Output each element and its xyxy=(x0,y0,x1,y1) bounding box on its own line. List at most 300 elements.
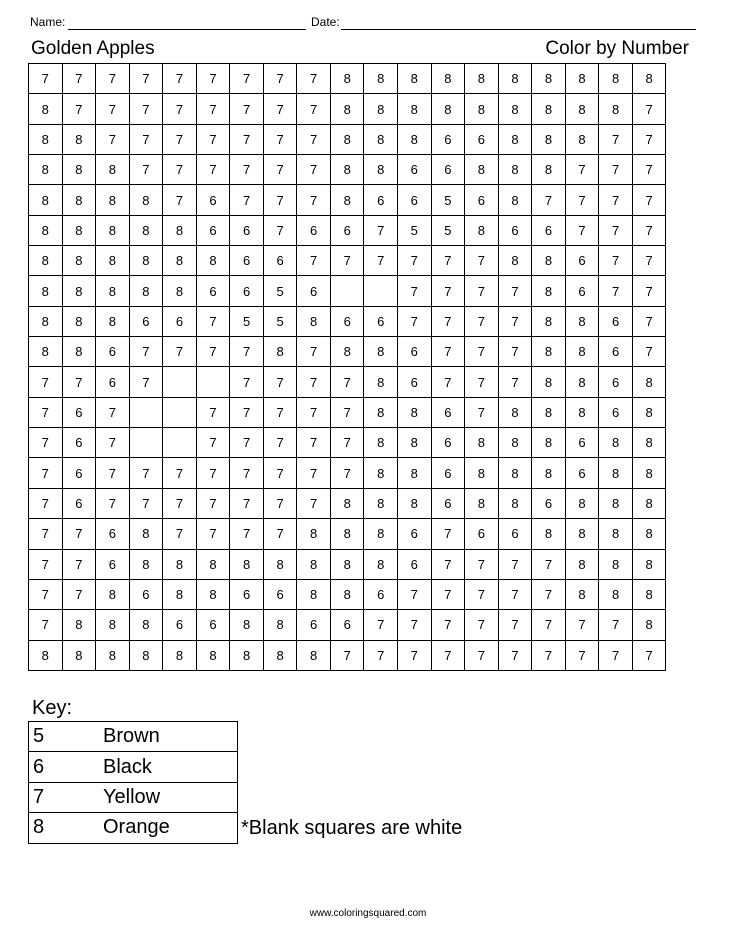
grid-cell: 8 xyxy=(565,64,599,94)
grid-cell xyxy=(163,428,197,458)
grid-cell: 8 xyxy=(532,337,566,367)
grid-cell: 6 xyxy=(398,367,432,397)
grid-cell: 8 xyxy=(398,488,432,518)
grid-cell: 7 xyxy=(297,488,331,518)
grid-cell: 8 xyxy=(263,640,297,670)
key-number: 6 xyxy=(33,755,45,778)
grid-cell: 8 xyxy=(532,155,566,185)
grid-cell: 8 xyxy=(565,579,599,609)
grid-cell: 7 xyxy=(62,94,96,124)
grid-cell: 8 xyxy=(498,94,532,124)
grid-cell: 8 xyxy=(230,610,264,640)
grid-cell: 7 xyxy=(431,519,465,549)
grid-cell: 7 xyxy=(163,185,197,215)
grid-cell: 6 xyxy=(62,488,96,518)
grid-cell: 6 xyxy=(263,246,297,276)
grid-cell: 8 xyxy=(599,64,633,94)
grid-cell: 7 xyxy=(431,276,465,306)
grid-cell: 8 xyxy=(29,185,63,215)
grid-cell: 7 xyxy=(297,397,331,427)
grid-cell: 7 xyxy=(263,488,297,518)
grid-cell: 6 xyxy=(431,124,465,154)
grid-cell: 7 xyxy=(196,64,230,94)
grid-cell: 8 xyxy=(364,155,398,185)
grid-row xyxy=(29,549,666,579)
grid-cell: 8 xyxy=(196,579,230,609)
grid-cell: 7 xyxy=(196,306,230,336)
grid-cell: 8 xyxy=(599,519,633,549)
grid-cell: 8 xyxy=(498,155,532,185)
grid-cell: 8 xyxy=(532,124,566,154)
grid-cell: 7 xyxy=(465,397,499,427)
grid-cell: 8 xyxy=(565,397,599,427)
grid-cell: 7 xyxy=(96,124,130,154)
grid-cell: 8 xyxy=(398,64,432,94)
grid-row xyxy=(29,519,666,549)
grid-cell: 7 xyxy=(263,458,297,488)
grid-cell: 7 xyxy=(398,306,432,336)
grid-cell: 7 xyxy=(532,185,566,215)
grid-row xyxy=(29,276,666,306)
grid-cell: 8 xyxy=(96,185,130,215)
footer-url: www.coloringsquared.com xyxy=(309,908,427,919)
grid-cell: 6 xyxy=(230,215,264,245)
grid-cell: 7 xyxy=(632,337,666,367)
grid-cell: 6 xyxy=(230,276,264,306)
grid-cell: 7 xyxy=(29,64,63,94)
grid-cell: 7 xyxy=(230,64,264,94)
grid-cell: 8 xyxy=(330,579,364,609)
grid-cell: 8 xyxy=(532,276,566,306)
grid-cell: 7 xyxy=(263,428,297,458)
grid-cell: 7 xyxy=(297,124,331,154)
grid-cell: 7 xyxy=(163,337,197,367)
grid-cell: 8 xyxy=(96,610,130,640)
grid-cell: 7 xyxy=(163,488,197,518)
name-date-header xyxy=(28,10,696,32)
grid-cell: 7 xyxy=(263,94,297,124)
grid-cell: 8 xyxy=(532,94,566,124)
grid-cell: 8 xyxy=(632,397,666,427)
grid-cell: 8 xyxy=(565,549,599,579)
grid-cell: 7 xyxy=(96,64,130,94)
key-color: Orange xyxy=(103,816,170,839)
grid-cell: 5 xyxy=(230,306,264,336)
grid-cell: 8 xyxy=(498,185,532,215)
grid-cell: 8 xyxy=(263,549,297,579)
grid-cell: 6 xyxy=(297,610,331,640)
grid-cell: 8 xyxy=(330,64,364,94)
grid-row xyxy=(29,155,666,185)
grid-cell: 7 xyxy=(599,610,633,640)
grid-cell: 8 xyxy=(297,579,331,609)
grid-cell: 7 xyxy=(599,185,633,215)
grid-cell: 6 xyxy=(599,367,633,397)
grid-cell: 8 xyxy=(431,94,465,124)
grid-cell: 8 xyxy=(498,246,532,276)
grid-cell: 8 xyxy=(565,124,599,154)
grid-cell: 7 xyxy=(498,337,532,367)
grid-cell: 7 xyxy=(599,124,633,154)
grid-cell: 7 xyxy=(196,428,230,458)
grid-cell: 7 xyxy=(465,337,499,367)
blank-squares-note: *Blank squares are white xyxy=(241,817,463,839)
grid-row xyxy=(29,124,666,154)
grid-cell: 7 xyxy=(632,124,666,154)
grid-cell: 7 xyxy=(532,579,566,609)
grid-cell: 8 xyxy=(129,215,163,245)
grid-row xyxy=(29,458,666,488)
grid-cell: 8 xyxy=(565,337,599,367)
grid-cell: 8 xyxy=(599,579,633,609)
grid-cell: 6 xyxy=(599,397,633,427)
grid-cell xyxy=(196,367,230,397)
grid-cell: 6 xyxy=(62,428,96,458)
grid-cell: 8 xyxy=(565,488,599,518)
grid-cell: 8 xyxy=(96,215,130,245)
grid-cell: 6 xyxy=(330,610,364,640)
grid-cell: 6 xyxy=(431,397,465,427)
grid-cell: 7 xyxy=(565,185,599,215)
grid-cell: 7 xyxy=(632,640,666,670)
grid-cell: 8 xyxy=(632,579,666,609)
grid-cell: 7 xyxy=(465,579,499,609)
grid-cell: 7 xyxy=(263,215,297,245)
grid-cell: 6 xyxy=(431,488,465,518)
grid-cell: 8 xyxy=(498,124,532,154)
grid-cell: 8 xyxy=(129,519,163,549)
grid-cell: 7 xyxy=(498,276,532,306)
grid-cell: 6 xyxy=(431,428,465,458)
grid-cell: 8 xyxy=(163,549,197,579)
grid-cell: 8 xyxy=(330,94,364,124)
grid-cell: 7 xyxy=(29,579,63,609)
grid-cell: 8 xyxy=(330,337,364,367)
grid-cell: 8 xyxy=(632,428,666,458)
grid-cell: 8 xyxy=(129,610,163,640)
grid-cell: 7 xyxy=(129,124,163,154)
grid-cell: 7 xyxy=(230,94,264,124)
grid-cell: 8 xyxy=(599,428,633,458)
grid-cell: 5 xyxy=(431,215,465,245)
grid-cell: 8 xyxy=(532,458,566,488)
grid-cell: 8 xyxy=(230,640,264,670)
grid-cell: 7 xyxy=(364,640,398,670)
grid-cell: 7 xyxy=(498,579,532,609)
grid-cell: 6 xyxy=(196,215,230,245)
grid-cell: 8 xyxy=(532,246,566,276)
grid-cell: 8 xyxy=(498,397,532,427)
grid-cell: 7 xyxy=(532,549,566,579)
grid-cell: 8 xyxy=(532,367,566,397)
grid-cell: 8 xyxy=(498,458,532,488)
grid-cell: 7 xyxy=(599,276,633,306)
grid-cell: 6 xyxy=(465,185,499,215)
grid-cell: 8 xyxy=(364,64,398,94)
grid-cell: 7 xyxy=(498,549,532,579)
grid-cell: 7 xyxy=(431,246,465,276)
grid-cell: 7 xyxy=(599,155,633,185)
grid-cell: 7 xyxy=(263,155,297,185)
grid-cell: 7 xyxy=(96,94,130,124)
grid-cell: 7 xyxy=(96,428,130,458)
grid-cell: 6 xyxy=(129,306,163,336)
key-row xyxy=(29,813,238,843)
grid-cell: 7 xyxy=(129,367,163,397)
grid-cell: 7 xyxy=(465,549,499,579)
grid-cell: 7 xyxy=(129,337,163,367)
grid-cell: 7 xyxy=(364,246,398,276)
grid-cell: 8 xyxy=(532,306,566,336)
grid-cell: 5 xyxy=(263,276,297,306)
grid-cell: 7 xyxy=(196,155,230,185)
grid-cell: 8 xyxy=(163,246,197,276)
grid-cell: 8 xyxy=(62,124,96,154)
grid-row xyxy=(29,397,666,427)
grid-cell: 6 xyxy=(498,215,532,245)
grid-cell: 7 xyxy=(196,458,230,488)
grid-cell: 7 xyxy=(230,124,264,154)
grid-cell: 8 xyxy=(297,519,331,549)
grid-cell: 6 xyxy=(330,306,364,336)
grid-cell: 7 xyxy=(129,458,163,488)
grid-cell: 7 xyxy=(96,397,130,427)
grid-cell: 7 xyxy=(129,155,163,185)
grid-cell: 8 xyxy=(398,397,432,427)
grid-cell: 6 xyxy=(532,215,566,245)
grid-cell: 8 xyxy=(364,367,398,397)
grid-cell: 8 xyxy=(632,519,666,549)
grid-cell: 7 xyxy=(431,306,465,336)
grid-cell: 7 xyxy=(29,610,63,640)
grid-cell: 7 xyxy=(62,519,96,549)
grid-cell: 6 xyxy=(565,428,599,458)
grid-cell: 7 xyxy=(230,367,264,397)
grid-cell: 6 xyxy=(230,246,264,276)
grid-cell: 7 xyxy=(398,276,432,306)
grid-cell: 8 xyxy=(364,124,398,154)
grid-row xyxy=(29,94,666,124)
grid-cell: 7 xyxy=(163,124,197,154)
key-color: Yellow xyxy=(103,785,161,808)
grid-cell: 6 xyxy=(196,610,230,640)
grid-cell: 8 xyxy=(62,306,96,336)
grid-cell: 6 xyxy=(398,549,432,579)
grid-cell: 7 xyxy=(297,337,331,367)
grid-cell: 8 xyxy=(465,64,499,94)
grid-cell: 7 xyxy=(330,367,364,397)
grid-row xyxy=(29,306,666,336)
key-label: Key: xyxy=(32,697,73,719)
grid-cell: 7 xyxy=(599,640,633,670)
grid-cell: 7 xyxy=(632,306,666,336)
grid-cell: 7 xyxy=(297,64,331,94)
grid-cell: 8 xyxy=(330,185,364,215)
grid-cell: 8 xyxy=(398,94,432,124)
grid-row xyxy=(29,185,666,215)
grid-cell: 6 xyxy=(565,458,599,488)
grid-cell: 7 xyxy=(431,640,465,670)
grid-cell: 8 xyxy=(96,579,130,609)
grid-cell: 6 xyxy=(163,610,197,640)
grid-cell: 7 xyxy=(465,640,499,670)
grid-cell: 7 xyxy=(196,337,230,367)
grid-cell: 6 xyxy=(465,519,499,549)
page-title: Golden Apples xyxy=(31,38,155,59)
grid-cell: 6 xyxy=(230,579,264,609)
grid-cell: 7 xyxy=(230,458,264,488)
grid-cell: 8 xyxy=(364,337,398,367)
grid-cell: 8 xyxy=(398,428,432,458)
grid-cell: 6 xyxy=(297,215,331,245)
grid-cell: 5 xyxy=(263,306,297,336)
grid-cell: 8 xyxy=(465,94,499,124)
grid-row xyxy=(29,579,666,609)
grid-cell: 7 xyxy=(196,124,230,154)
color-key xyxy=(28,721,238,844)
grid-cell: 8 xyxy=(129,246,163,276)
grid-cell: 8 xyxy=(96,306,130,336)
grid-cell: 8 xyxy=(163,640,197,670)
grid-row xyxy=(29,488,666,518)
grid-cell: 7 xyxy=(29,397,63,427)
grid-cell: 8 xyxy=(196,246,230,276)
grid-cell: 7 xyxy=(297,94,331,124)
grid-cell: 7 xyxy=(398,579,432,609)
grid-cell: 8 xyxy=(263,610,297,640)
grid-cell: 7 xyxy=(297,185,331,215)
grid-cell: 7 xyxy=(163,94,197,124)
grid-cell: 7 xyxy=(632,94,666,124)
grid-cell: 7 xyxy=(398,640,432,670)
grid-cell: 8 xyxy=(465,428,499,458)
grid-cell: 8 xyxy=(565,306,599,336)
grid-cell: 8 xyxy=(465,458,499,488)
grid-cell: 7 xyxy=(465,276,499,306)
grid-cell: 7 xyxy=(330,246,364,276)
grid-cell: 6 xyxy=(431,155,465,185)
grid-cell: 7 xyxy=(431,337,465,367)
grid-row xyxy=(29,428,666,458)
grid-cell xyxy=(129,428,163,458)
grid-cell: 7 xyxy=(29,428,63,458)
grid-cell: 7 xyxy=(632,215,666,245)
grid-cell xyxy=(163,367,197,397)
key-number: 8 xyxy=(33,816,45,839)
grid-cell: 8 xyxy=(632,488,666,518)
grid-cell: 7 xyxy=(330,428,364,458)
name-label: Name: xyxy=(30,15,66,29)
grid-cell: 6 xyxy=(431,458,465,488)
grid-cell: 8 xyxy=(398,124,432,154)
grid-cell: 7 xyxy=(297,367,331,397)
grid-cell: 7 xyxy=(263,397,297,427)
grid-cell: 8 xyxy=(29,94,63,124)
grid-cell: 8 xyxy=(62,610,96,640)
grid-cell: 8 xyxy=(364,94,398,124)
grid-cell: 5 xyxy=(398,215,432,245)
grid-cell: 6 xyxy=(263,579,297,609)
grid-cell: 7 xyxy=(498,640,532,670)
grid-cell: 8 xyxy=(163,579,197,609)
grid-cell: 7 xyxy=(364,215,398,245)
grid-cell: 8 xyxy=(465,215,499,245)
grid-cell: 7 xyxy=(297,428,331,458)
grid-cell: 7 xyxy=(498,610,532,640)
grid-cell: 7 xyxy=(29,458,63,488)
grid-cell: 7 xyxy=(498,367,532,397)
grid-cell: 8 xyxy=(96,640,130,670)
grid-cell: 8 xyxy=(632,64,666,94)
grid-cell: 7 xyxy=(62,367,96,397)
grid-cell: 7 xyxy=(465,306,499,336)
grid-cell: 6 xyxy=(297,276,331,306)
grid-cell: 8 xyxy=(532,64,566,94)
grid-cell: 7 xyxy=(465,367,499,397)
grid-cell: 6 xyxy=(96,519,130,549)
grid-cell: 8 xyxy=(364,458,398,488)
grid-cell: 8 xyxy=(62,215,96,245)
grid-cell: 7 xyxy=(163,64,197,94)
grid-cell: 7 xyxy=(230,428,264,458)
grid-cell: 8 xyxy=(330,488,364,518)
grid-cell: 8 xyxy=(263,337,297,367)
key-row xyxy=(29,782,238,812)
grid-cell: 7 xyxy=(263,519,297,549)
grid-cell: 7 xyxy=(163,519,197,549)
grid-cell: 8 xyxy=(364,428,398,458)
grid-cell: 7 xyxy=(263,367,297,397)
grid-cell: 7 xyxy=(398,610,432,640)
grid-cell: 7 xyxy=(263,185,297,215)
grid-cell: 8 xyxy=(62,337,96,367)
grid-cell: 7 xyxy=(599,246,633,276)
grid-cell: 8 xyxy=(498,428,532,458)
grid-cell: 8 xyxy=(196,640,230,670)
grid-cell: 8 xyxy=(62,276,96,306)
grid-cell: 8 xyxy=(29,337,63,367)
grid-cell: 8 xyxy=(163,215,197,245)
grid-cell: 7 xyxy=(263,64,297,94)
grid-cell: 7 xyxy=(230,488,264,518)
grid-row xyxy=(29,367,666,397)
date-line xyxy=(341,29,696,30)
grid-cell: 8 xyxy=(632,610,666,640)
grid-cell: 6 xyxy=(96,367,130,397)
grid-cell: 8 xyxy=(632,367,666,397)
grid-cell: 7 xyxy=(230,337,264,367)
grid-row xyxy=(29,610,666,640)
grid-cell: 7 xyxy=(599,215,633,245)
grid-cell: 8 xyxy=(29,124,63,154)
grid-cell: 7 xyxy=(129,64,163,94)
grid-cell: 7 xyxy=(129,94,163,124)
grid-cell: 6 xyxy=(599,306,633,336)
grid-cell: 8 xyxy=(565,367,599,397)
grid-cell: 7 xyxy=(632,155,666,185)
grid-cell: 7 xyxy=(196,519,230,549)
grid-cell: 7 xyxy=(196,397,230,427)
grid-cell: 6 xyxy=(498,519,532,549)
number-grid xyxy=(28,63,666,671)
grid-cell: 8 xyxy=(532,519,566,549)
grid-cell: 7 xyxy=(330,640,364,670)
grid-cell: 8 xyxy=(431,64,465,94)
grid-cell: 7 xyxy=(532,640,566,670)
grid-cell: 8 xyxy=(632,458,666,488)
grid-cell: 7 xyxy=(565,155,599,185)
grid-cell: 6 xyxy=(62,458,96,488)
